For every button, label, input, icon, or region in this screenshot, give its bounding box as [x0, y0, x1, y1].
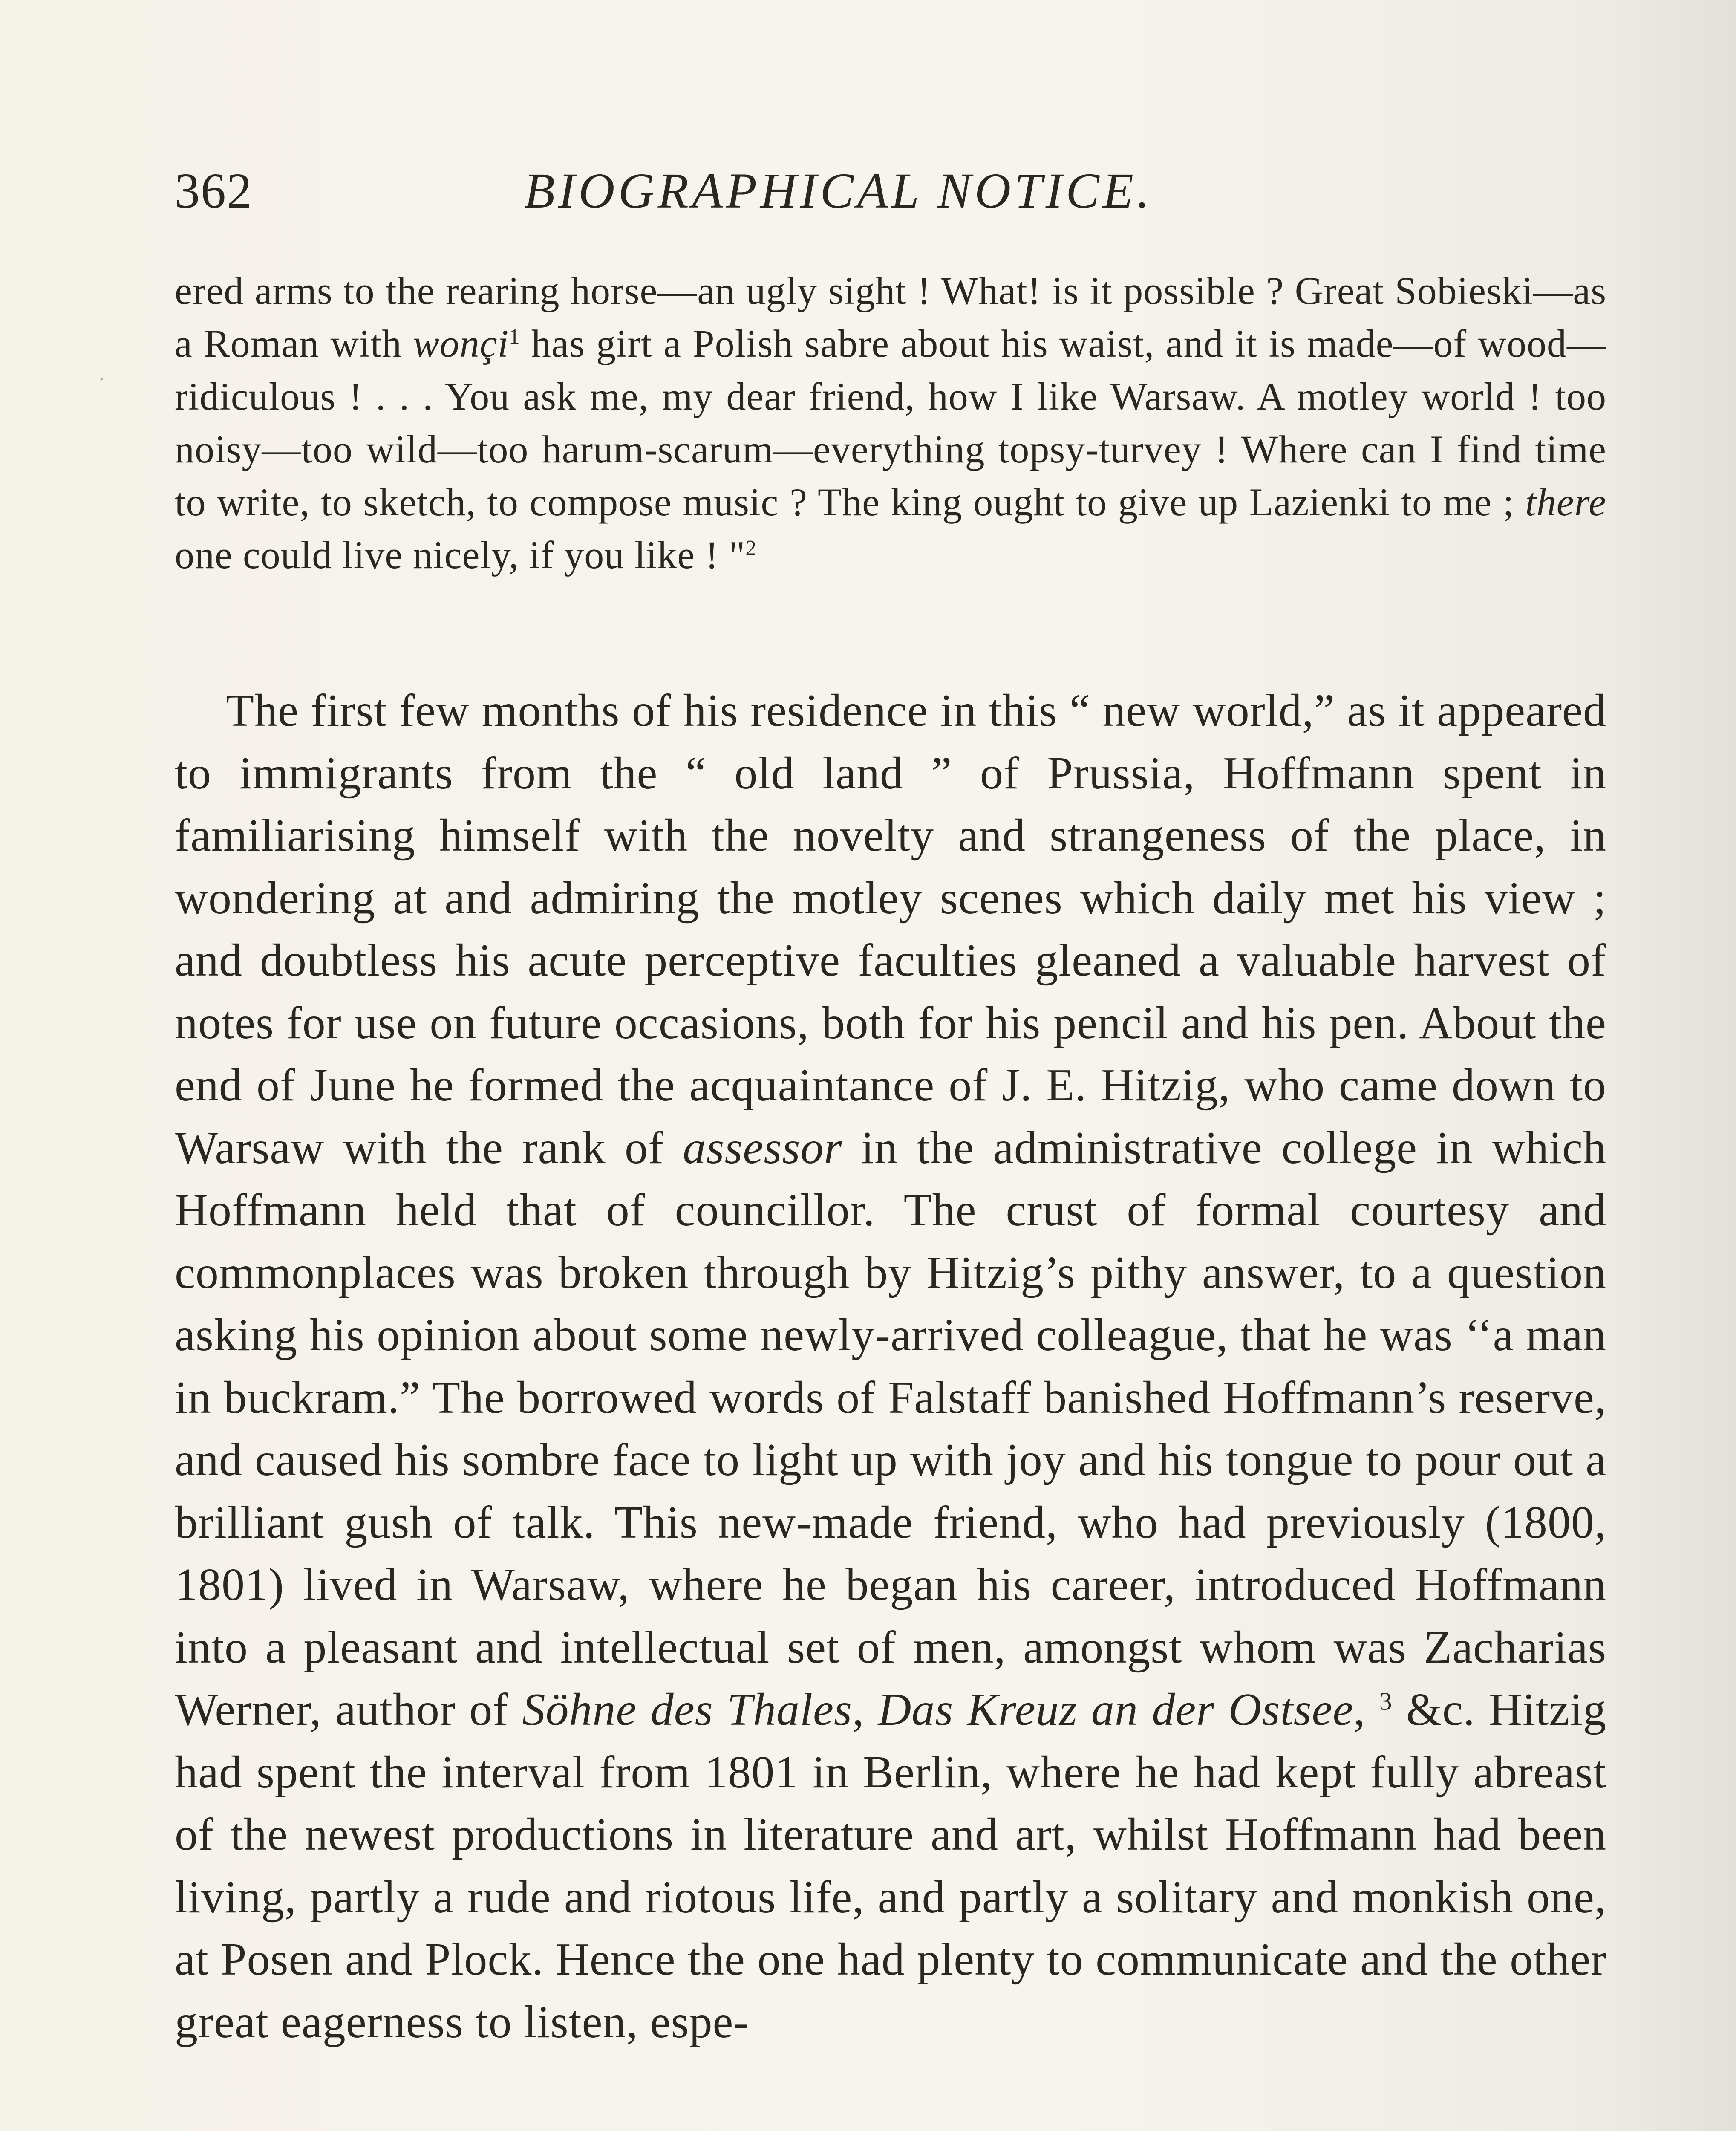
quoted-letter — [175, 264, 1606, 581]
footnote-ref-2: 2 — [745, 536, 757, 560]
quote-emphasis-wonci: wonçi — [413, 322, 509, 365]
body-text — [175, 680, 1606, 2053]
body-paragraph — [175, 680, 1606, 2053]
quote-text: ered arms to the rearing horse—an ugly sight ! What! is it possible ? Great Sobieski—as a Roman with — [175, 269, 1606, 365]
quote-emphasis-there: there — [1525, 480, 1606, 524]
body-text-run: &c. Hitzig had spent the interval from 1801 in Berlin, where he had kept fully abreast of the newest productions in literature and art, whilst Hoffmann had been living, partly a rude and riotous life, and partly a solitary and monkish one, at Posen and Plock. Hence the one had plenty to communicate and the other great eagerness to listen, espe- — [175, 1684, 1607, 2047]
quote-paragraph — [175, 264, 1606, 581]
page-header — [175, 153, 1606, 222]
body-title-works: Söhne des Thales, Das Kreuz an der Ostsee — [522, 1684, 1354, 1735]
quote-text: has girt a Polish sabre about his waist, and it is made—of wood—ridiculous ! . . . You ask me, my dear friend, how I like Warsaw. A motley world ! too noisy—too wild—too harum-scarum—everything topsy-turvey ! Where can I find time to write, to sketch, to compose music ? The king ought to give up Lazienki to me ; — [175, 322, 1606, 524]
running-head: BIOGRAPHICAL NOTICE. — [524, 163, 1153, 219]
quote-text: one could live nicely, if you like ! " — [175, 533, 746, 577]
body-emphasis-assessor: assessor — [683, 1122, 842, 1173]
footnote-ref-1: 1 — [509, 324, 520, 349]
body-text-run: The first few months of his residence in this “ new world,” as it appeared to immigrants from the “ old land ” of Prussia, Hoffmann spent in familiarising himself with the novelty and strangeness of the place, in wondering at and admiring the motley scenes which daily met his view ; and doubtless his acute perceptive faculties gleaned a valuable harvest of notes for use on future occasions, both for his pencil and his pen. About the end of June he formed the acquaintance of J. E. Hitzig, who came down to Warsaw with the rank of — [175, 685, 1606, 1173]
stray-mark: · — [98, 367, 105, 391]
body-text-run: in the administrative college in which Hoffmann held that of councillor. The crust of formal courtesy and commonplaces was broken through by Hitzig’s pithy answer, to a question asking his opinion about some newly-arrived colleague, that he was ‘‘a man in buckram.” The borrowed words of Falstaff banished Hoffmann’s reserve, and caused his sombre face to light up with joy and his tongue to pour out a brilliant gush of talk. This new-made friend, who had previously (1800, 1801) lived in Warsaw, where he began his career, introduced Hoffmann into a pleasant and intellectual set of men, amongst whom was Zacharias Werner, author of — [175, 1122, 1606, 1735]
body-text-run: , — [1353, 1684, 1379, 1735]
page-number: 362 — [175, 163, 253, 219]
footnote-ref-3: 3 — [1379, 1687, 1393, 1715]
